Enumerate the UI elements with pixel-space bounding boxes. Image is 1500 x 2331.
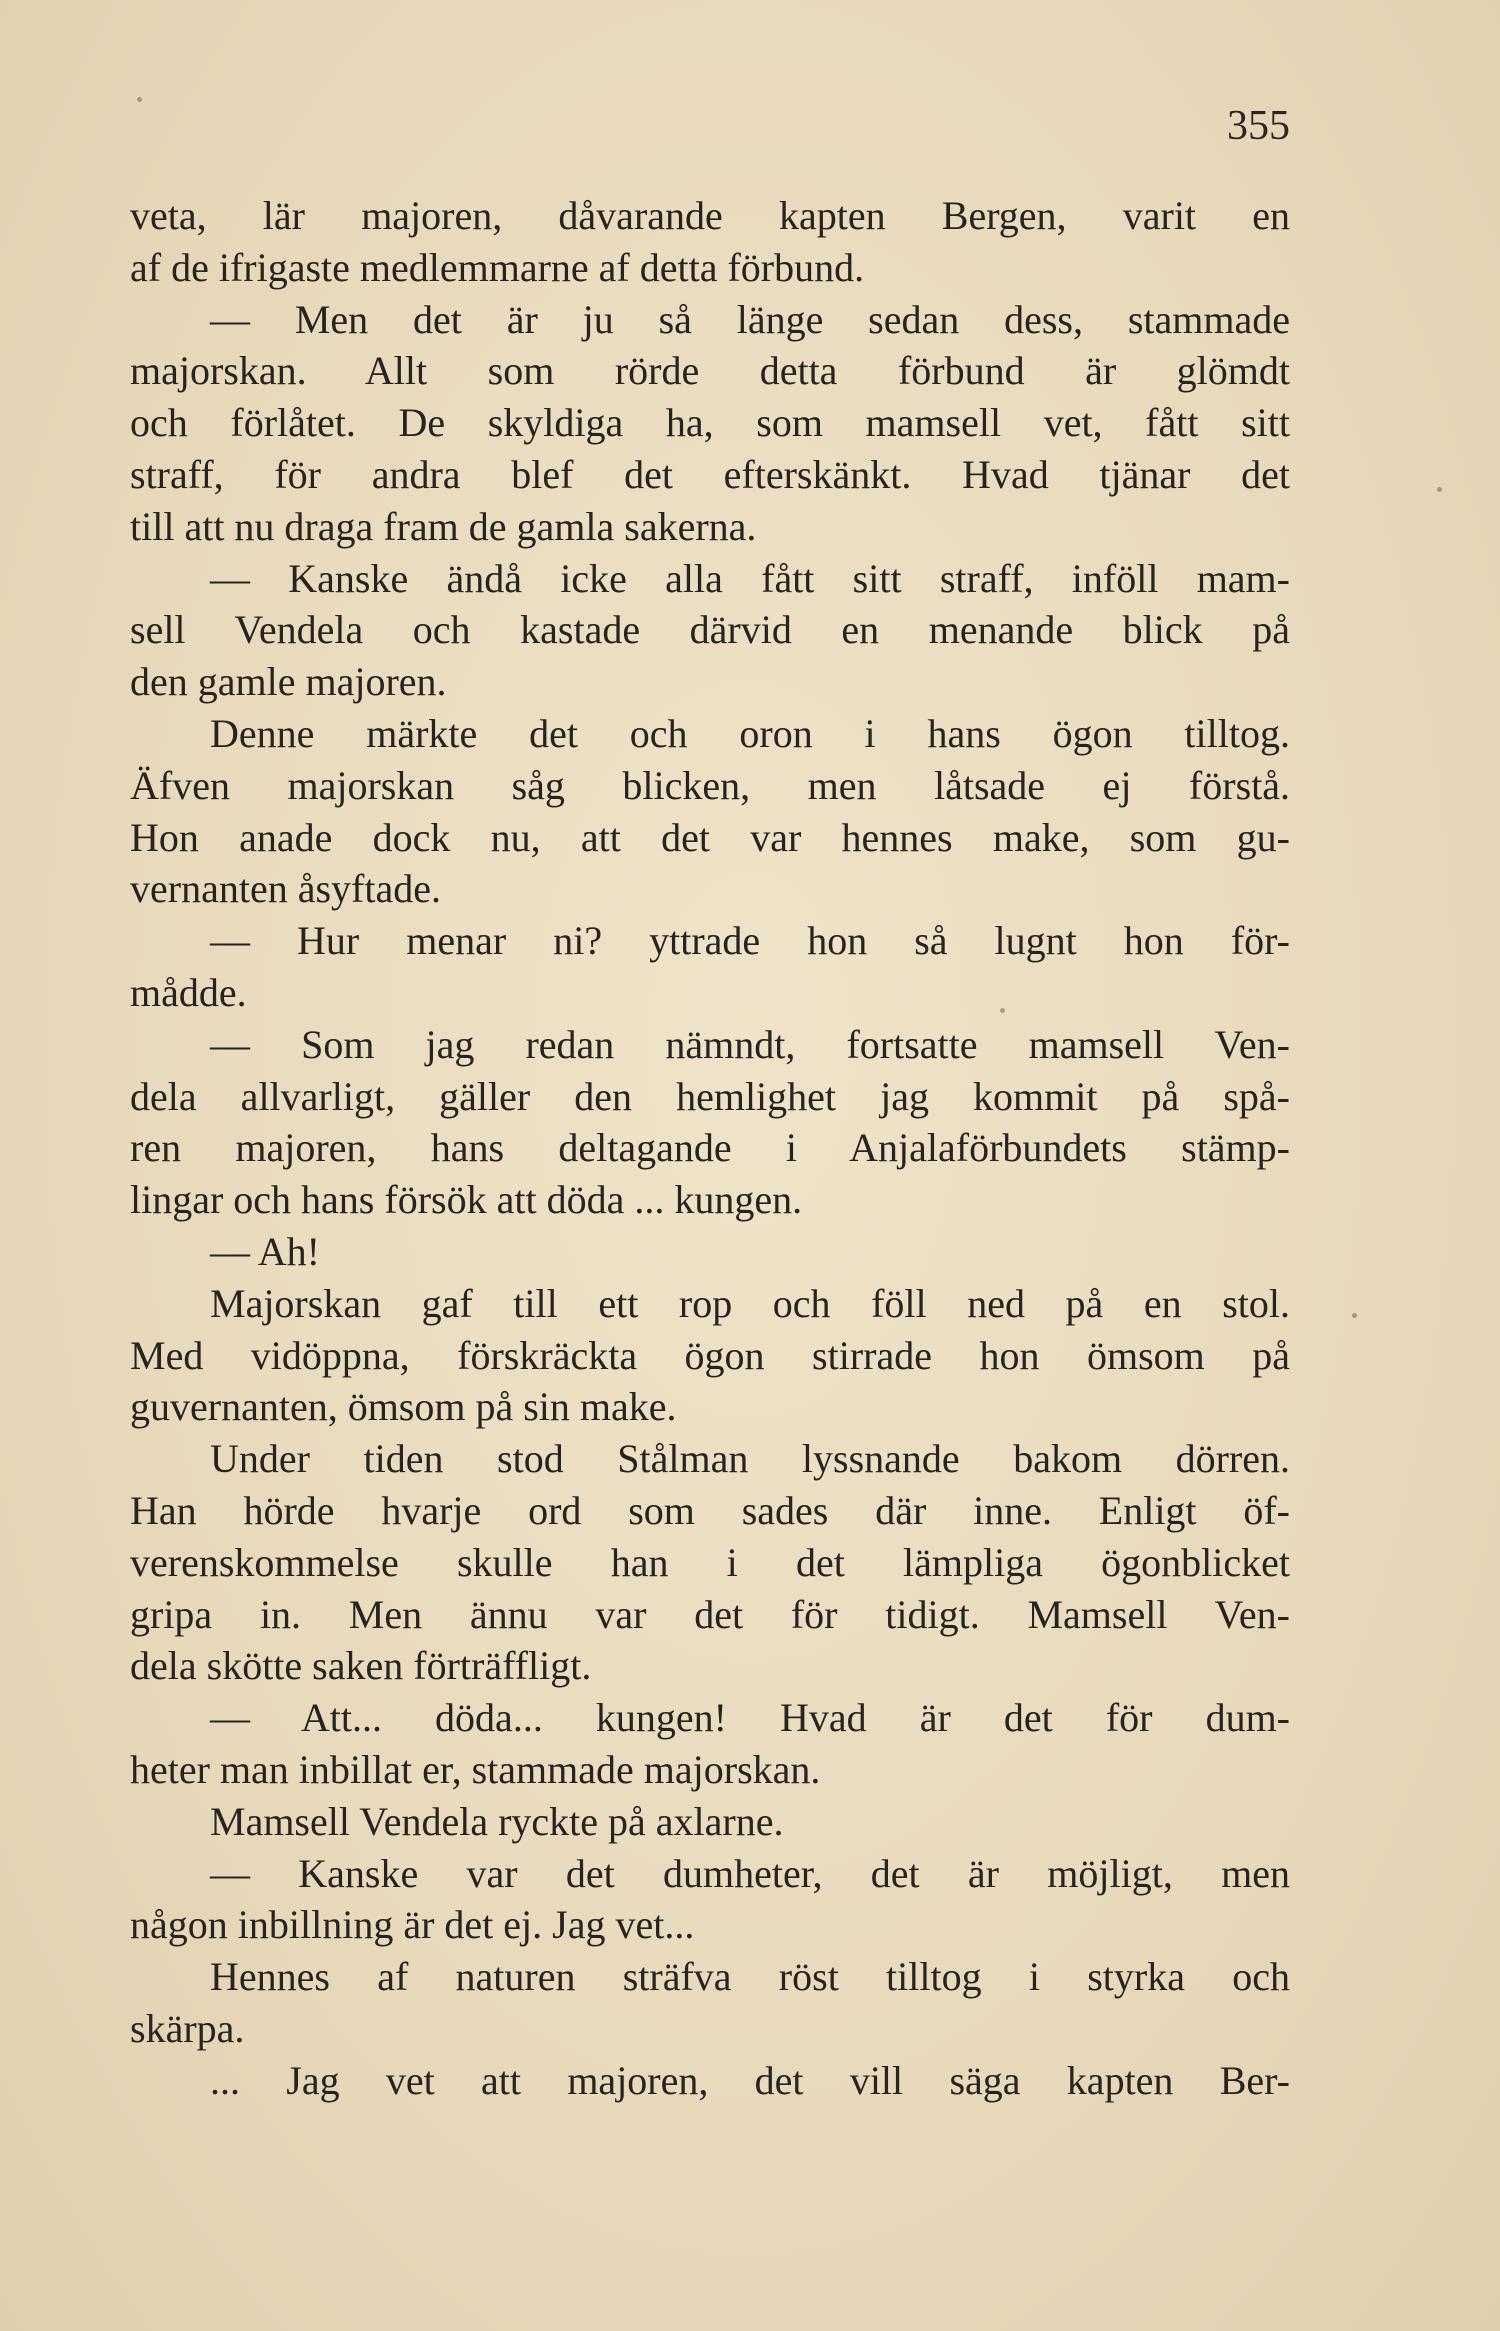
text-line: veta, lär majoren, dåvarande kapten Bergen, varit en: [130, 193, 1290, 238]
page-number: 355: [1227, 103, 1290, 149]
text-line: dela skötte saken förträffligt.: [130, 1643, 592, 1689]
text-line: — Men det är ju så länge sedan dess, stammade: [210, 296, 1290, 342]
text-line: majorskan. Allt som rörde detta förbund är glömdt: [130, 348, 1290, 394]
text-line: — Hur menar ni? yttrade hon så lugnt hon för-: [210, 918, 1290, 964]
text-line: Hennes af naturen sträfva röst tilltog i styrka och: [210, 1954, 1290, 2000]
text-line: — Att... döda... kungen! Hvad är det för dum-: [210, 1695, 1290, 1741]
text-line: till att nu draga fram de gamla sakerna.: [130, 503, 757, 549]
text-line: ren majoren, hans deltagande i Anjalaförbundets stämp-: [130, 1125, 1290, 1171]
text-line: — Ah!: [210, 1228, 320, 1274]
text-line: af de ifrigaste medlemmarne af detta förbund.: [130, 244, 865, 290]
body-text: [130, 190, 1290, 2106]
paper-speck: [1000, 1008, 1005, 1013]
text-line: guvernanten, ömsom på sin make.: [130, 1384, 677, 1430]
text-line: skärpa.: [130, 2005, 245, 2051]
text-line: Under tiden stod Stålman lyssnande bakom dörren.: [210, 1436, 1290, 1482]
text-line: lingar och hans försök att döda ... kungen.: [130, 1177, 803, 1223]
text-line: verenskommelse skulle han i det lämpliga ögonblicket: [130, 1539, 1290, 1585]
text-line: — Kanske ändå icke alla fått sitt straff, inföll mam-: [210, 555, 1290, 601]
paper-speck: [137, 97, 142, 102]
text-line: Äfven majorskan såg blicken, men låtsade ej förstå.: [130, 762, 1290, 808]
text-line: Denne märkte det och oron i hans ögon tilltog.: [210, 710, 1290, 756]
text-line: den gamle majoren.: [130, 659, 447, 705]
text-line: någon inbillning är det ej. Jag vet...: [130, 1902, 695, 1948]
text-line: — Kanske var det dumheter, det är möjligt, men: [210, 1850, 1290, 1896]
text-line: vernanten åsyftade.: [130, 866, 441, 912]
text-line: gripa in. Men ännu var det för tidigt. Mamsell Ven-: [130, 1591, 1290, 1637]
text-line: Majorskan gaf till ett rop och föll ned på en stol.: [210, 1280, 1290, 1326]
paper-speck: [1437, 487, 1442, 492]
text-line: dela allvarligt, gäller den hemlighet jag kommit på spå-: [130, 1073, 1290, 1119]
text-line: sell Vendela och kastade därvid en menande blick på: [130, 607, 1290, 653]
text-line: — Som jag redan nämndt, fortsatte mamsell Ven-: [210, 1021, 1290, 1067]
text-line: mådde.: [130, 969, 247, 1015]
paper-speck: [1352, 1313, 1357, 1318]
text-line: Med vidöppna, förskräckta ögon stirrade hon ömsom på: [130, 1332, 1290, 1378]
text-line: ... Jag vet att majoren, det vill säga kapten Ber-: [210, 2057, 1290, 2103]
text-line: heter man inbillat er, stammade majorskan.: [130, 1746, 821, 1792]
text-line: Hon anade dock nu, att det var hennes make, som gu-: [130, 814, 1290, 860]
text-line: straff, för andra blef det efterskänkt. Hvad tjänar det: [130, 451, 1290, 497]
text-line: och förlåtet. De skyldiga ha, som mamsell vet, fått sitt: [130, 400, 1290, 446]
text-line: Han hörde hvarje ord som sades där inne. Enligt öf-: [130, 1487, 1290, 1533]
text-line: Mamsell Vendela ryckte på axlarne.: [210, 1798, 784, 1844]
